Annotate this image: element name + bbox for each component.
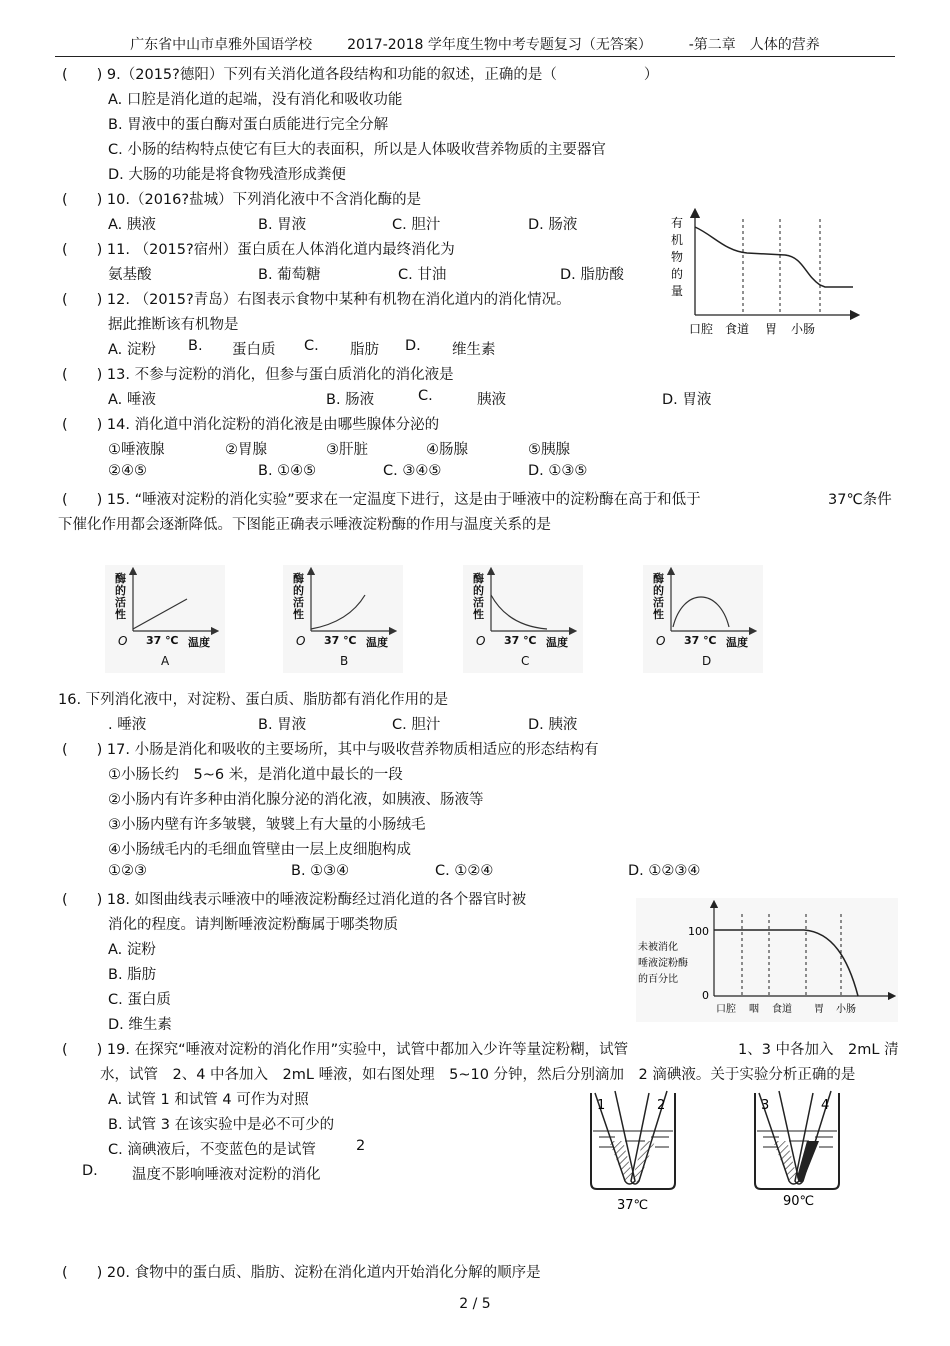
q15-b-ylabel-1: 的: [293, 584, 304, 597]
q15-b-ylabel-3: 性: [293, 608, 304, 621]
q18-stem-continued: 消化的程度。请判断唾液淀粉酶属于哪类物质: [108, 917, 398, 933]
q14-option-d: D. ①③⑤: [528, 463, 588, 479]
fig18-xtick-1: 咽: [749, 1004, 759, 1015]
q12-option-a: A. 淀粉: [108, 342, 156, 358]
q15-c-ylabel-2: 活: [473, 596, 484, 609]
q19-stem-continued: 水，试管 2、4 中各加入 2mL 唾液，如右图处理 5~10 分钟，然后分别滴加 2 滴碘液。关于实验分析正确的是: [100, 1067, 856, 1083]
fig18-xtick-4: 小肠: [836, 1004, 856, 1015]
q14-option-c: C. ③④⑤: [383, 463, 442, 479]
q13-option-a: A. 唾液: [108, 392, 156, 408]
q14-gland-1: ①唾液腺: [108, 442, 165, 458]
fig12-ylabel-2: 物: [671, 250, 684, 264]
q13-stem: ( ) 13. 不参与淀粉的消化，但参与蛋白质消化的消化液是: [62, 367, 454, 383]
q11-stem: ( ) 11. （2015?宿州）蛋白质在人体消化道内最终消化为: [62, 242, 455, 258]
q15-stem: ( ) 15. “唾液对淀粉的消化实验”要求在一定温度下进行，这是由于唾液中的淀粉酶在高于和低于: [62, 492, 701, 508]
fig18-xtick-2: 食道: [772, 1004, 792, 1015]
q9-option-b: B. 胃液中的蛋白酶对蛋白质能进行完全分解: [108, 117, 389, 133]
q14-option-b: B. ①④⑤: [258, 463, 317, 479]
q15-d-ylabel-0: 酶: [653, 572, 664, 585]
q9-option-d: D. 大肠的功能是将食物残渣形成粪便: [108, 167, 346, 183]
q19-stem: ( ) 19. 在探究“唾液对淀粉的消化作用”实验中，试管中都加入少许等量淀粉糊，试管: [62, 1042, 629, 1058]
q10-option-b: B. 胃液: [258, 217, 307, 233]
temp-label-37: 37℃: [617, 1198, 649, 1213]
q15-d-label: D: [702, 654, 712, 668]
q15-a-ylabel-0: 酶: [115, 572, 126, 585]
q17-option-c: C. ①②④: [435, 863, 494, 879]
q15-c-ylabel-3: 性: [473, 608, 484, 621]
q12-option-c-letter: C.: [304, 338, 319, 354]
temp-label-90: 90℃: [783, 1194, 815, 1209]
q19-beaker-diagram: [585, 1085, 847, 1219]
q17-option-b: B. ①③④: [291, 863, 350, 879]
q13-option-b: B. 肠液: [326, 392, 375, 408]
q12-stem-continued: 据此推断该有机物是: [108, 317, 239, 333]
q9-option-a: A. 口腔是消化道的起端，没有消化和吸收功能: [108, 92, 403, 108]
fig18-y-0: 0: [702, 989, 709, 1002]
q9-option-c: C. 小肠的结构特点使它有巨大的表面积，所以是人体吸收营养物质的主要器官: [108, 142, 606, 158]
q20-stem: ( ) 20. 食物中的蛋白质、脂肪、淀粉在消化道内开始消化分解的顺序是: [62, 1265, 541, 1281]
q12-option-d-letter: D.: [405, 338, 421, 354]
q15-a-origin: O: [118, 634, 128, 648]
q12-digestion-chart: [655, 205, 865, 349]
header-school: 广东省中山市卓雅外国语学校: [130, 37, 313, 53]
q19-option-b: B. 试管 3 在该实验中是必不可少的: [108, 1117, 335, 1133]
q15-a-ylabel: [115, 573, 127, 621]
q9-stem: ( ) 9.（2015?德阳）下列有关消化道各段结构和功能的叙述，正确的是（ ）: [62, 67, 659, 83]
tube-label-1: 1: [597, 1098, 606, 1113]
q14-gland-3: ③肝脏: [326, 442, 368, 458]
q13-option-c-letter: C.: [418, 388, 433, 404]
q14-gland-4: ④肠腺: [426, 442, 468, 458]
fig12-ylabel-3: 的: [671, 267, 684, 281]
fig12-xtick-2: 胃: [765, 322, 778, 336]
q18-option-b: B. 脂肪: [108, 967, 157, 983]
q15-stem-continued: 下催化作用都会逐渐降低。下图能正确表示唾液淀粉酶的作用与温度关系的是: [58, 517, 551, 533]
fig12-xtick-1: 食道: [725, 322, 750, 336]
q15-a-ylabel-1: 的: [115, 584, 126, 597]
q15-b-label: B: [340, 654, 349, 668]
q15-d-ylabel-3: 性: [653, 608, 664, 621]
q14-option-a: ②④⑤: [108, 463, 147, 479]
q11-option-a: 氨基酸: [108, 267, 152, 283]
q15-d-temp: 37 ℃: [684, 634, 717, 647]
q15-c-label: C: [521, 654, 530, 668]
q17-option-a: ①②③: [108, 863, 147, 879]
q11-option-d: D. 脂肪酸: [560, 267, 624, 283]
page-header: [0, 34, 950, 54]
q10-option-c: C. 胆汁: [392, 217, 441, 233]
q15-c-origin: O: [476, 634, 486, 648]
q19-option-d-letter: D.: [82, 1163, 98, 1179]
q15-a-ylabel-3: 性: [115, 608, 126, 621]
q15-a-label: A: [161, 654, 170, 668]
q17-stem: ( ) 17. 小肠是消化和吸收的主要场所，其中与吸收营养物质相适应的形态结构有: [62, 742, 599, 758]
q15-a-ylabel-2: 活: [115, 596, 126, 609]
fig18-xtick-3: 胃: [814, 1004, 824, 1015]
q12-stem: ( ) 12. （2015?青岛）右图表示食物中某种有机物在消化道内的消化情况。: [62, 292, 571, 308]
q11-option-b: B. 葡萄糖: [258, 267, 321, 283]
fig12-ylabel-0: 有: [671, 216, 684, 230]
page-number: 2 / 5: [459, 1296, 491, 1312]
fig18-xtick-0: 口腔: [716, 1004, 736, 1015]
q10-option-a: A. 胰液: [108, 217, 156, 233]
q19-option-a: A. 试管 1 和试管 4 可作为对照: [108, 1092, 309, 1108]
q18-option-a: A. 淀粉: [108, 942, 156, 958]
fig18-ylabel-2: 的百分比: [638, 974, 678, 985]
q13-option-d: D. 胃液: [662, 392, 712, 408]
header-rule: [55, 56, 895, 57]
q18-option-c: C. 蛋白质: [108, 992, 171, 1008]
q19-option-c-tube: 2: [356, 1138, 366, 1154]
q16-option-c: C. 胆汁: [392, 717, 441, 733]
q14-stem: ( ) 14. 消化道中消化淀粉的消化液是由哪些腺体分泌的: [62, 417, 440, 433]
q15-c-ylabel-0: 酶: [473, 572, 484, 585]
q12-option-b-letter: B.: [188, 338, 203, 354]
q15-c-temp: 37 ℃: [504, 634, 537, 647]
fig18-y-100: 100: [688, 925, 709, 938]
q17-statement-3: ③小肠内壁有许多皱襞，皱襞上有大量的小肠绒毛: [108, 817, 426, 833]
q15-enzyme-graphs: [105, 565, 765, 679]
q15-d-ylabel-2: 活: [653, 596, 664, 609]
q15-b-ylabel-0: 酶: [293, 572, 304, 585]
q16-option-a: . 唾液: [108, 717, 147, 733]
q15-c-ylabel-1: 的: [473, 584, 484, 597]
q19-option-c: C. 滴碘液后，不变蓝色的是试管: [108, 1142, 316, 1158]
q11-option-c: C. 甘油: [398, 267, 447, 283]
q15-b-temp: 37 ℃: [324, 634, 357, 647]
q12-option-d: 维生素: [452, 342, 496, 358]
q14-gland-2: ②胃腺: [225, 442, 267, 458]
q15-stem-tail: 37℃条件: [828, 492, 892, 508]
fig12-ylabel-1: 机: [671, 233, 684, 247]
q16-stem: 16. 下列消化液中，对淀粉、蛋白质、脂肪都有消化作用的是: [58, 692, 449, 708]
q15-c-xlabel: 温度: [546, 636, 568, 649]
q10-option-d: D. 肠液: [528, 217, 578, 233]
q15-c-ylabel: [473, 573, 485, 621]
q16-option-d: D. 胰液: [528, 717, 578, 733]
fig12-xtick-0: 口腔: [689, 322, 714, 336]
fig12-ylabel-4: 量: [671, 284, 684, 298]
tube-label-4: 4: [821, 1098, 830, 1113]
q15-d-xlabel: 温度: [726, 636, 748, 649]
q15-a-xlabel: 温度: [188, 636, 210, 649]
fig18-ylabel-0: 未被消化: [638, 942, 678, 953]
q12-option-b: 蛋白质: [232, 342, 276, 358]
q15-b-origin: O: [296, 634, 306, 648]
tube-label-3: 3: [761, 1098, 770, 1113]
header-title: 2017-2018 学年度生物中考专题复习（无答案）: [347, 37, 652, 53]
tube-label-2: 2: [657, 1098, 666, 1113]
fig12-xtick-3: 小肠: [791, 322, 816, 336]
q15-d-origin: O: [656, 634, 666, 648]
q15-b-xlabel: 温度: [366, 636, 388, 649]
q19-option-d: 温度不影响唾液对淀粉的消化: [132, 1167, 321, 1183]
q10-stem: ( ) 10.（2016?盐城）下列消化液中不含消化酶的是: [62, 192, 422, 208]
q12-option-c: 脂肪: [350, 342, 379, 358]
q13-option-c: 胰液: [477, 392, 506, 408]
q17-statement-1: ①小肠长约 5~6 米，是消化道中最长的一段: [108, 767, 403, 783]
q14-gland-5: ⑤胰腺: [528, 442, 570, 458]
q17-statement-2: ②小肠内有许多种由消化腺分泌的消化液，如胰液、肠液等: [108, 792, 484, 808]
fig18-ylabel-1: 唾液淀粉酶: [638, 958, 688, 969]
q18-enzyme-digestion-chart: [636, 898, 898, 1026]
q19-stem-tail: 1、3 中各加入 2mL 清: [738, 1042, 899, 1058]
q15-a-temp: 37 ℃: [146, 634, 179, 647]
q17-statement-4: ④小肠绒毛内的毛细血管壁由一层上皮细胞构成: [108, 842, 411, 858]
q18-option-d: D. 维生素: [108, 1017, 172, 1033]
q15-d-ylabel: [653, 573, 665, 621]
q15-b-ylabel-2: 活: [293, 596, 304, 609]
q15-d-ylabel-1: 的: [653, 584, 664, 597]
header-chapter: -第二章 人体的营养: [688, 37, 820, 53]
q18-stem: ( ) 18. 如图曲线表示唾液中的唾液淀粉酶经过消化道的各个器官时被: [62, 892, 527, 908]
q17-option-d: D. ①②③④: [628, 863, 701, 879]
q16-option-b: B. 胃液: [258, 717, 307, 733]
q15-b-ylabel: [293, 573, 305, 621]
